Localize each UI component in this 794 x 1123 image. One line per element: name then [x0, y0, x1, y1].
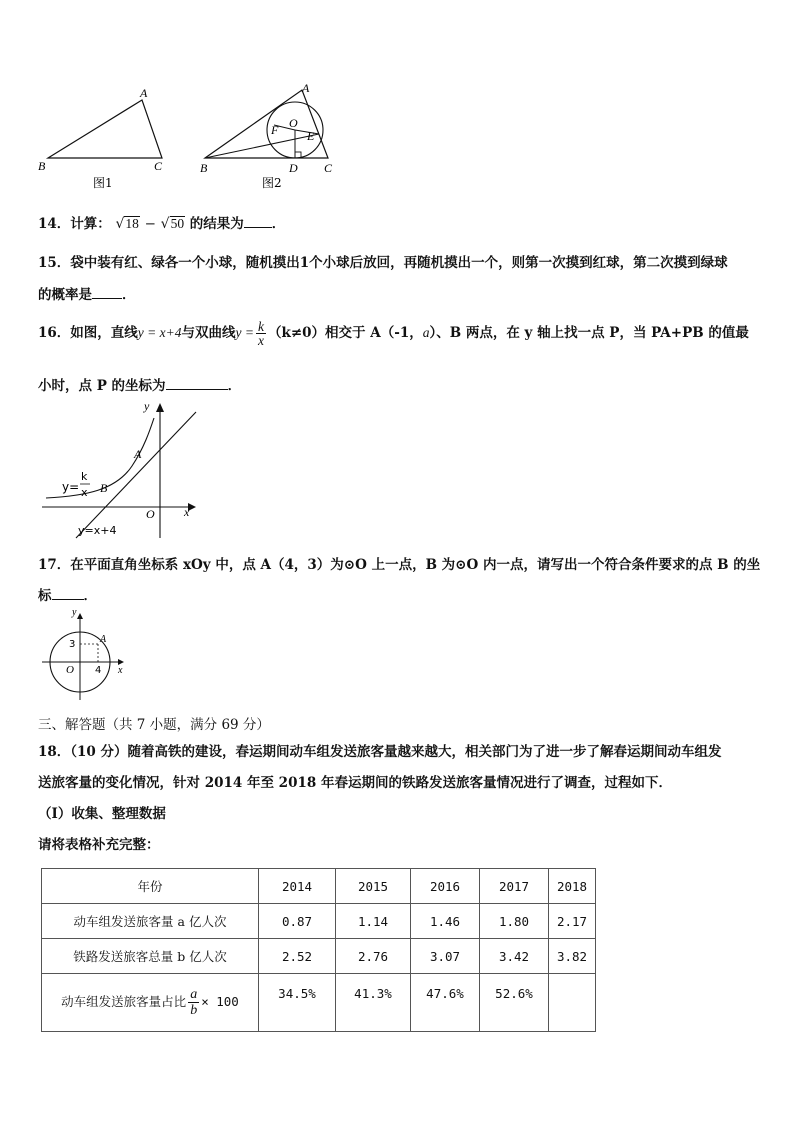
q16-line2-text: 小时，点 P 的坐标为 — [38, 378, 166, 394]
q16-line1 — [38, 320, 749, 347]
q14-suffix: 的结果为 — [189, 216, 244, 232]
table-ratio-text: 动车组发送旅客量占比 — [61, 994, 187, 1009]
table-cell: 1.80 — [480, 904, 549, 939]
q17-graph — [38, 605, 128, 705]
table-cell: 41.3% — [336, 974, 411, 1032]
fig2-label-d: D — [289, 161, 298, 175]
data-table — [41, 868, 596, 1032]
q17-line2 — [38, 584, 97, 604]
q14-radicand-2: 50 — [170, 216, 185, 231]
q16-origin-label: O — [146, 507, 155, 521]
q16-curve-label-den: x — [81, 486, 88, 499]
table-cell: 52.6% — [480, 974, 549, 1032]
q16-frac-den: x — [258, 333, 264, 348]
table-cell: 1.46 — [411, 904, 480, 939]
fig1-caption: 图1 — [93, 176, 113, 190]
table-year: 2017 — [480, 869, 549, 904]
q14-number: 14． — [38, 216, 71, 232]
q17-tick-3: 3 — [69, 639, 76, 650]
table-year: 2018 — [549, 869, 596, 904]
table-cell: 2.52 — [259, 939, 336, 974]
q17-line2-text: 标 — [38, 588, 52, 604]
fig2-label-o: O — [289, 116, 298, 130]
q18-line1: 18．（10 分）随着高铁的建设，春运期间动车组发送旅客量越来越大，相关部门为了进一步了解春运期间动车组发 — [38, 744, 722, 760]
fig1-label-b: B — [38, 159, 46, 173]
q17-end: ． — [83, 588, 97, 604]
q17-x-label: x — [118, 665, 123, 676]
q15-prefix: 的概率是 — [38, 287, 92, 303]
table-ratio-times: × 100 — [201, 994, 239, 1009]
q18-part1: （Ⅰ）收集、整理数据 — [38, 806, 166, 822]
table-header-label: 年份 — [42, 869, 259, 904]
q16-curve-lhs: y = — [235, 325, 254, 340]
arrow-up-icon — [77, 613, 83, 619]
table-cell: 3.42 — [480, 939, 549, 974]
q16-point-b: B — [100, 481, 108, 495]
table-row-b-label: 铁路发送旅客总量 b 亿人次 — [42, 939, 259, 974]
q16-fraction — [256, 320, 266, 347]
q16-rest1: （k≠0）相交于 A（-1， — [268, 325, 423, 341]
top-figures — [30, 80, 360, 195]
fig2-triangle — [205, 90, 328, 158]
table-ratio-num: a — [190, 987, 198, 1002]
q17-origin-label: O — [66, 664, 74, 676]
q15-end: ． — [122, 287, 136, 303]
q16-y-label: y — [144, 399, 150, 413]
q14-minus: − — [144, 216, 156, 232]
table-row-a-label: 动车组发送旅客量 a 亿人次 — [42, 904, 259, 939]
q17-y-label: y — [72, 607, 77, 618]
fig2-label-e: E — [307, 129, 315, 143]
table-cell: 3.82 — [549, 939, 596, 974]
section-3-heading: 三、解答题（共 7 小题，满分 69 分） — [38, 717, 270, 733]
q16-frac-num: k — [258, 319, 264, 334]
q16-end: ． — [227, 378, 242, 394]
q16-line — [76, 412, 196, 538]
table-cell-blank[interactable] — [549, 974, 596, 1032]
fig2-caption: 图2 — [262, 176, 282, 190]
table-cell: 3.07 — [411, 939, 480, 974]
q17-line1: 17．在平面直角坐标系 xOy 中，点 A（4，3）为⊙O 上一点，B 为⊙O 内一点，请写出一个符合条件要求的点 B 的坐 — [38, 557, 761, 573]
table-cell: 47.6% — [411, 974, 480, 1032]
q16-graph — [36, 398, 206, 543]
q16-line-label: y=x+4 — [78, 524, 117, 537]
table-row-header — [42, 869, 596, 904]
q16-with: 与双曲线 — [181, 325, 236, 341]
table-row-ratio-label — [42, 974, 259, 1032]
q16-x-label: x — [184, 505, 190, 519]
q16-line-eq: y = x+4 — [137, 325, 182, 340]
fig2-label-c: C — [324, 161, 333, 175]
q14-answer-blank[interactable] — [244, 215, 272, 228]
table-year: 2016 — [411, 869, 480, 904]
sqrt-icon: √ — [115, 216, 125, 232]
fig1-label-c: C — [154, 159, 163, 173]
table-ratio-fraction — [188, 987, 199, 1018]
q16-answer-blank[interactable] — [166, 377, 228, 390]
q15-line2 — [38, 283, 136, 303]
q16-curve-label-num: k — [81, 470, 88, 483]
fig2-label-f: F — [271, 123, 279, 137]
q16-a-var: a — [422, 325, 430, 340]
question-14 — [38, 212, 285, 232]
q18-line2: 送旅客量的变化情况，针对 2014 年至 2018 年春运期间的铁路发送旅客量情况进行了调查，过程如下． — [38, 775, 672, 791]
q15-answer-blank[interactable] — [92, 286, 122, 299]
table-cell: 34.5% — [259, 974, 336, 1032]
q14-prefix: 计算： — [70, 216, 111, 232]
q16-rest2: ）、B 两点，在 y 轴上找一点 P，当 PA+PB 的值最 — [429, 325, 749, 341]
table-row-b — [42, 939, 596, 974]
q17-point-a: A — [100, 634, 107, 645]
table-row-a — [42, 904, 596, 939]
table-cell: 1.14 — [336, 904, 411, 939]
q14-end: ． — [271, 216, 286, 232]
fig2-label-a: A — [302, 81, 310, 95]
table-ratio-den: b — [190, 1003, 198, 1018]
table-cell: 0.87 — [259, 904, 336, 939]
q15-line1: 15．袋中装有红、绿各一个小球，随机摸出1个小球后放回，再随机摸出一个，则第一次摸到红球，第二次摸到绿球 — [38, 255, 728, 271]
table-cell: 2.76 — [336, 939, 411, 974]
fig1-label-a: A — [140, 86, 148, 100]
fig1-triangle — [48, 100, 162, 158]
arrow-up-icon — [156, 403, 164, 412]
q16-line2 — [38, 374, 241, 394]
q16-point-a: A — [134, 447, 142, 461]
table-year: 2014 — [259, 869, 336, 904]
sqrt-icon: √ — [160, 216, 170, 232]
q17-answer-blank[interactable] — [52, 587, 84, 600]
fig2-label-b: B — [200, 161, 208, 175]
q16-number: 16．如图，直线 — [38, 325, 138, 341]
table-year: 2015 — [336, 869, 411, 904]
table-row-ratio — [42, 974, 596, 1032]
q16-curve-label-lhs: y= — [62, 480, 80, 494]
q18-instruction: 请将表格补充完整： — [38, 837, 160, 853]
table-cell: 2.17 — [549, 904, 596, 939]
q14-radicand-1: 18 — [125, 216, 139, 231]
q17-tick-4: 4 — [95, 665, 102, 676]
